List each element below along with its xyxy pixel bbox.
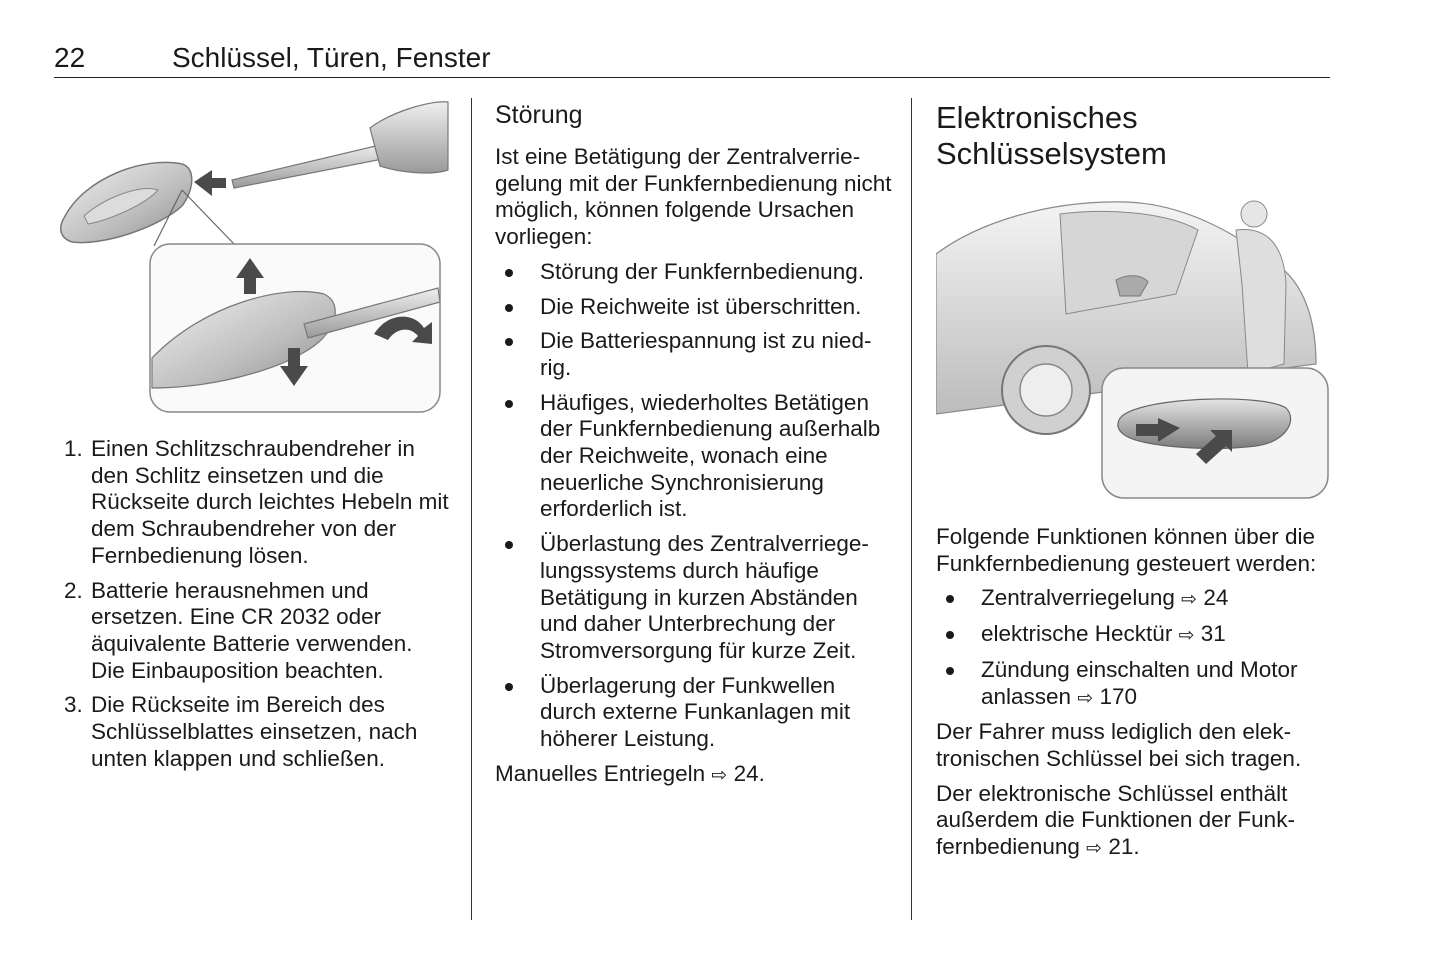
paragraph [936, 781, 1331, 862]
battery-steps-list [54, 436, 449, 772]
functions-list [936, 585, 1331, 711]
list-item-text: Zündung einschalten und Motor anlassen [981, 656, 1298, 709]
car-door-handle-illustration [936, 184, 1330, 502]
list-item [495, 531, 895, 665]
list-item-text: Die Reichweite ist überschritten. [540, 293, 862, 319]
bullet-icon [505, 400, 513, 408]
page-ref-icon: ⇨ [1077, 686, 1094, 709]
page-ref-link[interactable]: 31 [1200, 621, 1226, 647]
list-item-text: Die Batteriespannung ist zu niedrig. [540, 328, 872, 380]
page-ref-icon: ⇨ [1178, 624, 1195, 647]
paragraph-text: Der elektronische Schlüssel enthält außerdem die Funktionen der Funkfernbedienung [936, 780, 1295, 860]
causes-list [495, 259, 895, 753]
step-text: Die Rückseite im Bereich des Schlüsselblattes einsetzen, nach unten klappen und schließen. [91, 692, 418, 771]
intro-paragraph: Folgende Funktionen können über die Funkfernbedienung gesteuert werden: [936, 524, 1317, 576]
screwdriver-shape [232, 102, 448, 188]
key-battery-replacement-illustration [54, 98, 449, 416]
page-header [54, 40, 1330, 78]
list-item-text: elektrische Hecktür [981, 621, 1173, 647]
list-item [54, 578, 449, 685]
door-handle-shape [1118, 399, 1291, 448]
list-item [495, 390, 895, 524]
middle-column [495, 100, 895, 796]
left-column [54, 98, 449, 780]
list-item [54, 692, 449, 772]
list-item [936, 657, 1331, 711]
list-item-text: Überlagerung der Funkwellen durch externe Funkanlagen mit höherer Leistung. [540, 672, 851, 752]
step-text: Batterie herausnehmen und ersetzen. Eine CR 2032 oder äquivalente Batterie verwenden. Die Einbauposition beachten. [91, 577, 413, 683]
key-fob-shape [61, 162, 192, 242]
list-item-text: Häufiges, wiederholtes Betätigen der Funkfernbedienung außerhalb der Reichweite, wonach eine neuerliche Synchronisierung erforderlich ist. [540, 389, 881, 522]
list-item [936, 585, 1331, 613]
bullet-icon [946, 631, 954, 639]
reference-text: Manuelles Entriegeln [495, 760, 706, 786]
step-number: 1. [64, 436, 83, 461]
page-ref-icon: ⇨ [1181, 588, 1198, 611]
arrow-icon [194, 170, 226, 196]
page-number: 22 [54, 42, 86, 73]
section-heading: Störung [495, 101, 583, 129]
page-ref-link[interactable]: 24. [733, 760, 765, 786]
list-item-text: Überlastung des Zentralverriegelungssystems durch häufige Betätigung in kurzen Abständen und daher Unterbrechung der Stromversorgung für kurze Zeit. [540, 531, 869, 663]
manual-unlock-reference [495, 761, 895, 789]
page-ref-link[interactable]: 170 [1099, 683, 1138, 709]
bullet-icon [505, 541, 513, 549]
bullet-icon [505, 304, 513, 312]
page-ref-link[interactable]: 21. [1108, 834, 1140, 860]
page-ref-link[interactable]: 24 [1203, 585, 1229, 611]
paragraph: Der Fahrer muss lediglich den elektronischen Schlüssel bei sich tragen. [936, 719, 1302, 771]
bullet-icon [946, 595, 954, 603]
step-text: Einen Schlitzschraubendreher in den Schlitz einsetzen und die Rückseite durch leichtes Hebeln mit dem Schraubendreher von der Fernbedienung lösen. [91, 436, 449, 568]
step-number: 2. [64, 577, 83, 603]
list-item [495, 328, 895, 381]
right-column [936, 100, 1331, 870]
list-item [495, 294, 895, 321]
page-ref-icon: ⇨ [711, 763, 728, 786]
bullet-icon [505, 338, 513, 346]
page-ref-icon: ⇨ [1086, 837, 1103, 860]
bullet-icon [946, 667, 954, 675]
chapter-title: Schlüssel, Türen, Fenster [172, 42, 491, 73]
list-item [495, 673, 895, 753]
bullet-icon [505, 683, 513, 691]
list-item [495, 259, 895, 286]
section-title: Elektronisches Schlüsselsystem [936, 100, 1167, 171]
intro-paragraph: Ist eine Betätigung der Zentralverriegelung mit der Funkfernbedienung nicht möglich, können folgende Ursachen vorliegen: [495, 144, 892, 250]
column-divider-right [911, 98, 912, 920]
column-divider-left [471, 98, 472, 920]
list-item [54, 436, 449, 570]
bullet-icon [505, 269, 513, 277]
list-item-text: Zentralverriegelung [981, 585, 1175, 611]
list-item [936, 621, 1331, 649]
list-item-text: Störung der Funkfernbedienung. [540, 258, 864, 284]
step-number: 3. [64, 692, 83, 718]
